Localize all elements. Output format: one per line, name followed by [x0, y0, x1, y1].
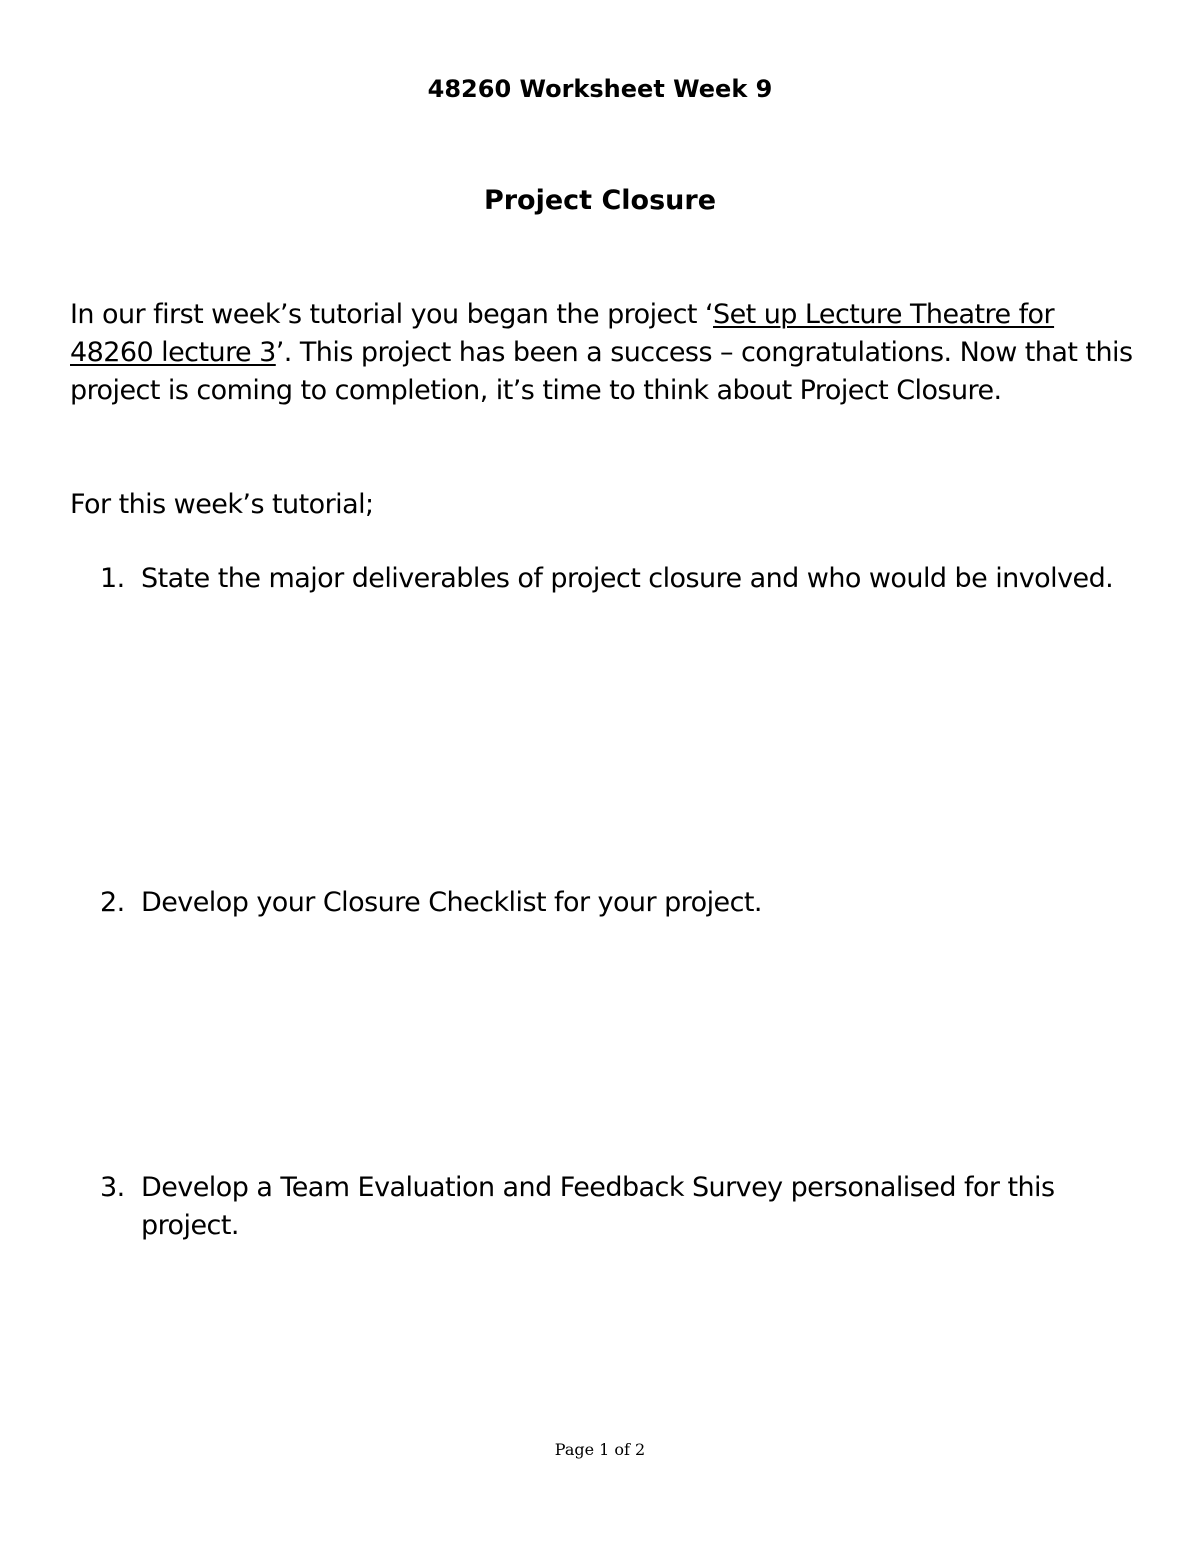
task-item-1 — [100, 560, 1140, 598]
tutorial-lead: For this week’s tutorial; — [70, 489, 374, 520]
task-text: State the major deliverables of project closure and who would be involved. — [141, 563, 1114, 594]
document-subtitle: Project Closure — [483, 185, 717, 216]
intro-paragraph — [70, 296, 1140, 410]
task-text: Develop your Closure Checklist for your project. — [141, 887, 762, 918]
intro-lead: In our first week’s tutorial you began the project ‘ — [70, 299, 714, 330]
task-number: 2. — [100, 887, 125, 918]
project-name: Set up Lecture Theatre for 48260 lecture 3 — [70, 299, 1055, 368]
task-number: 1. — [100, 563, 125, 594]
page-footer: Page 1 of 2 — [554, 1440, 646, 1459]
task-item-2 — [100, 884, 1140, 922]
task-text: Develop a Team Evaluation and Feedback Survey personalised for this project. — [141, 1172, 1055, 1241]
task-number: 3. — [100, 1172, 125, 1203]
document-title: 48260 Worksheet Week 9 — [427, 75, 773, 103]
task-item-3 — [100, 1169, 1140, 1245]
intro-tail: ’. This project has been a success – congratulations. Now that this project is coming to completion, it’s time to think about Project Closure. — [70, 337, 1133, 406]
